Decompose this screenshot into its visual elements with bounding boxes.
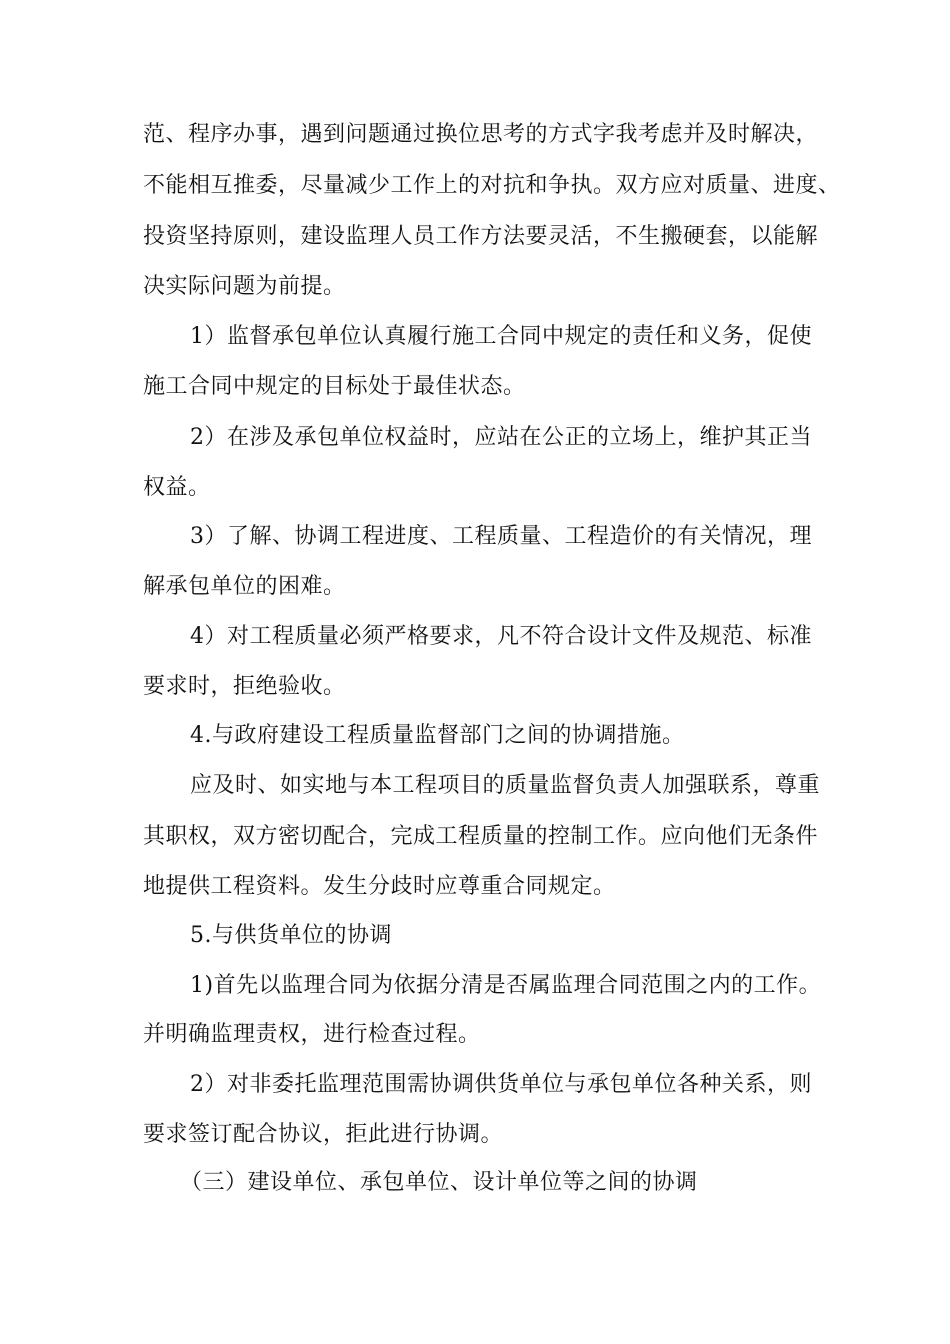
text-line: 并明确监理责权，进行检查过程。 xyxy=(143,1022,481,1047)
text-line: 解承包单位的困难。 xyxy=(143,574,346,599)
text-line: 施工合同中规定的目标处于最佳状态。 xyxy=(143,374,526,399)
text-line: 应及时、如实地与本工程项目的质量监督负责人加强联系，尊重 xyxy=(190,773,821,798)
section-heading: 5.与供货单位的协调 xyxy=(190,923,392,948)
text-line: 2）对非委托监理范围需协调供货单位与承包单位各种关系，则 xyxy=(190,1072,812,1097)
text-line: 不能相互推委，尽量减少工作上的对抗和争执。双方应对质量、进度、 xyxy=(143,173,841,198)
section-heading: （三）建设单位、承包单位、设计单位等之间的协调 xyxy=(180,1170,698,1195)
text-line: 4）对工程质量必须严格要求，凡不符合设计文件及规范、标准 xyxy=(190,624,812,649)
text-line: 投资坚持原则，建设监理人员工作方法要灵活，不生搬硬套，以能解 xyxy=(143,224,819,249)
text-line: 1)首先以监理合同为依据分清是否属监理合同范围之内的工作。 xyxy=(190,973,822,998)
text-line: 要求时，拒绝验收。 xyxy=(143,674,346,699)
text-line: 范、程序办事，遇到问题通过换位思考的方式字我考虑并及时解决， xyxy=(143,122,819,147)
text-line: 地提供工程资料。发生分歧时应尊重合同规定。 xyxy=(143,874,616,899)
section-heading: 4.与政府建设工程质量监督部门之间的协调措施。 xyxy=(190,723,685,748)
text-line: 2）在涉及承包单位权益时，应站在公正的立场上，维护其正当 xyxy=(190,425,812,450)
text-line: 权益。 xyxy=(143,475,211,500)
text-line: 3）了解、协调工程进度、工程质量、工程造价的有关情况，理 xyxy=(190,524,812,549)
text-line: 1）监督承包单位认真履行施工合同中规定的责任和义务，促使 xyxy=(190,324,812,349)
text-line: 其职权，双方密切配合，完成工程质量的控制工作。应向他们无条件 xyxy=(143,824,819,849)
text-line: 决实际问题为前提。 xyxy=(143,274,346,299)
text-line: 要求签订配合协议，拒此进行协调。 xyxy=(143,1122,504,1147)
